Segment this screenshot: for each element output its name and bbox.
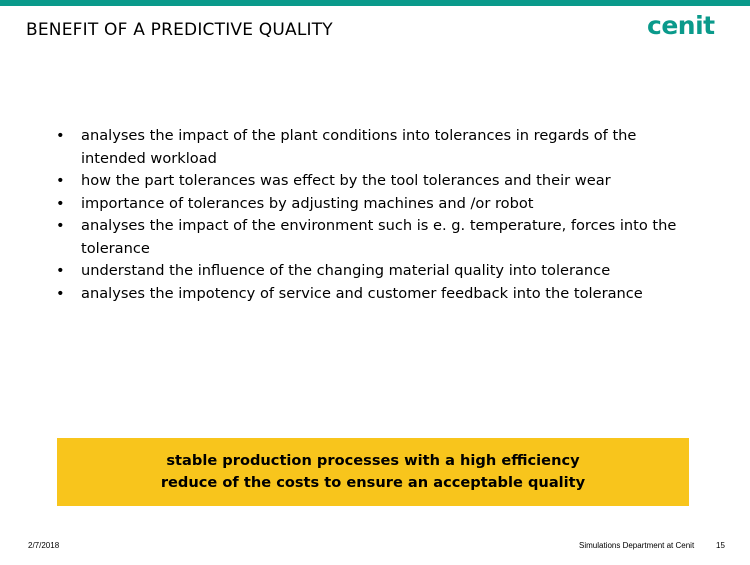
bullet-text: analyses the impact of the environment such is e. g. temperature, forces into the tolerance (81, 217, 677, 257)
bullet-text: analyses the impotency of service and customer feedback into the tolerance (81, 284, 643, 302)
bullet-text: how the part tolerances was effect by the tool tolerances and their wear (81, 172, 611, 189)
bullet-marker: • (56, 217, 65, 234)
bullet-item (56, 215, 686, 260)
highlight-box (57, 438, 689, 506)
bullet-text: importance of tolerances by adjusting machines and /or robot (81, 194, 534, 212)
highlight-line-1: stable production processes with a high efficiency (166, 452, 580, 469)
bullet-text: analyses the impact of the plant conditions into tolerances in regards of the intended workload (81, 127, 637, 167)
bullet-marker: • (56, 284, 65, 302)
footer-date: 2/7/2018 (28, 541, 60, 550)
bullet-item (56, 260, 686, 283)
top-accent-bar (0, 0, 750, 6)
bullet-marker: • (56, 194, 65, 212)
bullet-item (56, 125, 686, 170)
cenit-logo: cenit (647, 11, 715, 40)
bullet-text: understand the influence of the changing material quality into tolerance (81, 262, 611, 279)
benefit-bullet-list (56, 125, 686, 305)
bullet-item (56, 283, 686, 306)
bullet-marker: • (56, 262, 65, 279)
footer-page-number: 15 (716, 541, 725, 550)
bullet-marker: • (56, 127, 65, 144)
highlight-line-2: reduce of the costs to ensure an acceptable quality (160, 474, 586, 491)
footer-department: Simulations Department at Cenit (579, 541, 695, 550)
bullet-item (56, 170, 686, 193)
bullet-marker: • (56, 172, 65, 189)
bullet-item (56, 193, 686, 216)
slide-title: BENEFIT OF A PREDICTIVE QUALITY (26, 20, 333, 40)
